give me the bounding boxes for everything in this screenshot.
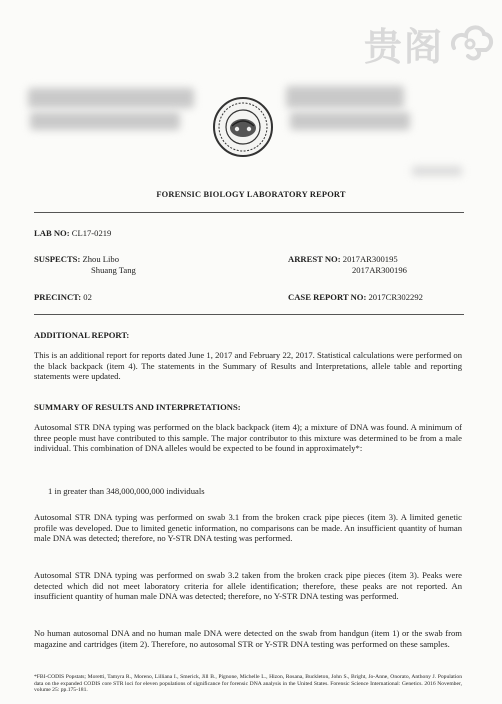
- summary-paragraph-4: No human autosomal DNA and no human male DNA were detected on the swab from handgun (item 1) or the swab from magazine and cartridges (item 2). Therefore, no autosomal STR or Y-STR DNA testing was performed on these samples.: [34, 628, 462, 649]
- redacted-agency-left-line2: [30, 112, 180, 130]
- summary-heading: SUMMARY OF RESULTS AND INTERPRETATIONS:: [34, 402, 241, 412]
- suspects-row: [34, 254, 119, 265]
- lab-no-label: LAB NO:: [34, 228, 70, 238]
- case-divider: [34, 314, 464, 315]
- additional-report-text: This is an additional report for reports dated June 1, 2017 and February 22, 2017. Statistical calculations were performed on the black backpack (item 4). The statements in the Summary of Results and Interpretations, allele table and reporting statements were updated.: [34, 350, 462, 382]
- lab-no-value: CL17-0219: [71, 228, 112, 238]
- redacted-agency-right: [286, 86, 404, 108]
- arrest-no-2: 2017AR300196: [352, 265, 407, 275]
- title-divider: [34, 212, 464, 213]
- summary-paragraph-1: Autosomal STR DNA typing was performed on the black backpack (item 4); a mixture of DNA was found. A minimum of three people must have contributed to this sample. The major contributor to this mixture was determined to be from a male individual. This combination of DNA alleles would be expected to be found in approximately*:: [34, 422, 462, 454]
- precinct-row: [34, 292, 92, 303]
- report-title: FORENSIC BIOLOGY LABORATORY REPORT: [156, 190, 346, 199]
- watermark-text: 贵阁: [364, 25, 445, 69]
- redacted-agency-right-line2: [290, 112, 410, 130]
- precinct-label: PRECINCT:: [34, 292, 82, 302]
- arrest-no-row: [288, 254, 398, 265]
- redacted-agency-left: [28, 88, 194, 108]
- suspect-1: Zhou Libo: [82, 254, 120, 264]
- summary-paragraph-3: Autosomal STR DNA typing was performed on swab 3.2 taken from the broken crack pipe pieces (item 3). Peaks were detected which did not meet laboratory criteria for allele identification; therefore, these peaks are not reported. An insufficient quantity of human male DNA was detected; therefore, no Y-STR DNA testing was performed.: [34, 570, 462, 602]
- arrest-no-label: ARREST NO:: [288, 254, 341, 264]
- case-report-label: CASE REPORT NO:: [288, 292, 367, 302]
- cloud-icon: [448, 18, 494, 64]
- case-report-value: 2017CR302292: [368, 292, 423, 302]
- case-report-row: [288, 292, 423, 303]
- arrest-no-1: 2017AR300195: [342, 254, 398, 264]
- statistic-line: 1 in greater than 348,000,000,000 individuals: [48, 486, 205, 496]
- suspect-2: Shuang Tang: [91, 265, 136, 275]
- county-seal-icon: [212, 96, 274, 158]
- lab-no-row: [34, 228, 111, 239]
- summary-paragraph-2: Autosomal STR DNA typing was performed on swab 3.1 from the broken crack pipe pieces (item 3). A limited genetic profile was developed. Due to limited genetic information, no comparisons can be made. An insufficient quantity of human male DNA was detected; therefore, no Y-STR DNA testing was performed.: [34, 512, 462, 544]
- watermark-logo: [364, 14, 498, 70]
- additional-report-heading: ADDITIONAL REPORT:: [34, 330, 130, 340]
- footnote: *FBI-CODIS Popstats; Moretti, Tamyra R., Moreno, Lilliana I., Smerick, Jill B., Pignone, Michelle L., Hizon, Rosana, Buckleton, John S., Bright, Jo-Anne, Onorato, Anthony J. Population data on the expanded CODIS core STR loci for eleven populations of significance for forensic DNA analysis in the United States. Forensic Science International: Genetics. 2016 November, volume 25: pp.175-181.: [34, 674, 462, 694]
- precinct-value: 02: [83, 292, 92, 302]
- suspects-label: SUSPECTS:: [34, 254, 81, 264]
- redacted-agency-right-line3: [412, 166, 462, 176]
